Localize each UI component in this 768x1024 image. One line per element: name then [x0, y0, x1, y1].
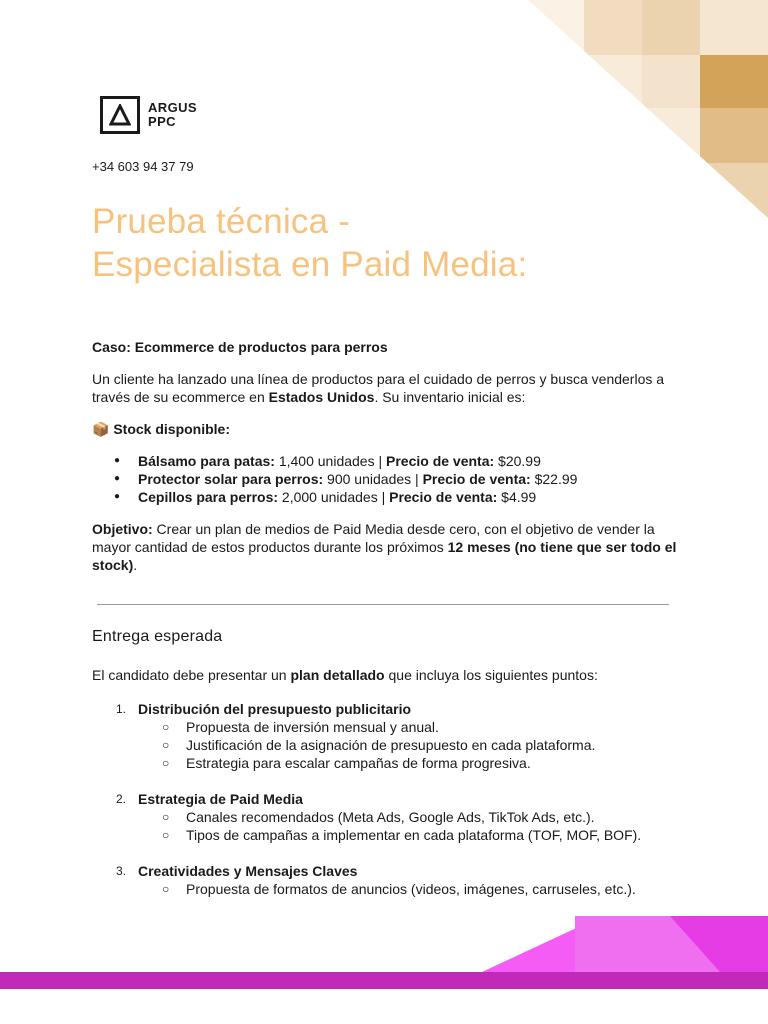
decorative-mosaic-top	[528, 0, 768, 220]
delivery-section	[92, 628, 692, 916]
logo-delta-icon	[100, 96, 140, 134]
step-title: Estrategia de Paid Media	[138, 791, 303, 807]
delivery-steps	[116, 700, 692, 898]
step-subitem: ○ Propuesta de inversión mensual y anual.	[162, 718, 692, 736]
step-subitem: ○ Justificación de la asignación de presupuesto en cada plataforma.	[162, 736, 692, 754]
delivery-intro-bold: plan detallado	[290, 667, 385, 683]
brand-name-line2: PPC	[148, 114, 176, 129]
objective-text: Crear un plan de medios de Paid Media desde cero, con el objetivo de vender la mayor cantidad de estos productos durante los próximos	[92, 521, 655, 555]
stock-item-qty: 1,400 unidades |	[274, 453, 387, 469]
brand-name	[148, 101, 197, 129]
case-content	[92, 338, 682, 588]
intro-text-2: . Su inventario inicial es:	[374, 389, 526, 405]
step-subitem: ○ Canales recomendados (Meta Ads, Google Ads, TikTok Ads, etc.).	[162, 808, 692, 826]
section-divider	[97, 604, 669, 605]
step-number: 3.	[116, 864, 127, 878]
page-title-line2: Especialista en Paid Media:	[92, 245, 528, 284]
brand-name-line1: ARGUS	[148, 100, 197, 115]
stock-item-price: $20.99	[494, 453, 541, 469]
step-sublist	[162, 808, 692, 844]
delivery-step	[116, 790, 692, 844]
delivery-intro-2: que incluya los siguientes puntos:	[384, 667, 598, 683]
delivery-heading: Entrega esperada	[92, 628, 223, 645]
stock-item-price-label: Precio de venta:	[389, 489, 498, 505]
stock-item-qty: 2,000 unidades |	[278, 489, 390, 505]
stock-item-qty: 900 unidades |	[323, 471, 423, 487]
step-title: Distribución del presupuesto publicitario	[138, 701, 412, 717]
stock-item-name: Cepillos para perros:	[138, 489, 279, 505]
step-subitem: ○ Tipos de campañas a implementar en cada plataforma (TOF, MOF, BOF).	[162, 826, 692, 844]
phone-number: +34 603 94 37 79	[92, 159, 194, 174]
page-title	[92, 200, 527, 286]
intro-paragraph	[92, 370, 682, 406]
stock-item	[114, 470, 682, 488]
step-number: 2.	[116, 792, 127, 806]
stock-item-price: $4.99	[497, 489, 537, 505]
package-icon: 📦	[92, 421, 110, 437]
brand-logo	[100, 96, 197, 134]
decorative-band-bottom	[0, 904, 768, 1024]
objective-paragraph	[92, 520, 682, 574]
stock-item-name: Bálsamo para patas:	[138, 453, 275, 469]
stock-item	[114, 452, 682, 470]
step-sublist	[162, 880, 692, 898]
stock-list	[114, 452, 682, 506]
step-number: 1.	[116, 702, 127, 716]
stock-item-price-label: Precio de venta:	[422, 471, 531, 487]
step-subitem: ○ Propuesta de formatos de anuncios (videos, imágenes, carruseles, etc.).	[162, 880, 692, 898]
step-subitem: ○ Estrategia para escalar campañas de forma progresiva.	[162, 754, 692, 772]
delivery-intro	[92, 666, 692, 684]
delivery-intro-1: El candidato debe presentar un	[92, 667, 291, 683]
case-label: Caso: Ecommerce de productos para perros	[92, 339, 388, 355]
stock-item	[114, 488, 682, 506]
delivery-step	[116, 862, 692, 898]
page-title-line1: Prueba técnica -	[92, 202, 351, 241]
stock-item-price: $22.99	[530, 471, 578, 487]
stock-item-price-label: Precio de venta:	[386, 453, 495, 469]
stock-heading-label: Stock disponible:	[113, 421, 231, 437]
stock-heading	[92, 420, 682, 438]
stock-item-name: Protector solar para perros:	[138, 471, 324, 487]
intro-country: Estados Unidos	[268, 389, 375, 405]
intro-text-1: Un cliente ha lanzado una línea de productos para el cuidado de perros y busca venderlos a través de su ecommerce en	[92, 371, 665, 405]
objective-label: Objetivo:	[92, 521, 153, 537]
step-sublist	[162, 718, 692, 772]
objective-end: .	[133, 557, 138, 573]
objective-duration: 12 meses (no tiene que ser todo el stock)	[92, 539, 677, 573]
delivery-step	[116, 700, 692, 772]
step-title: Creatividades y Mensajes Claves	[138, 863, 358, 879]
